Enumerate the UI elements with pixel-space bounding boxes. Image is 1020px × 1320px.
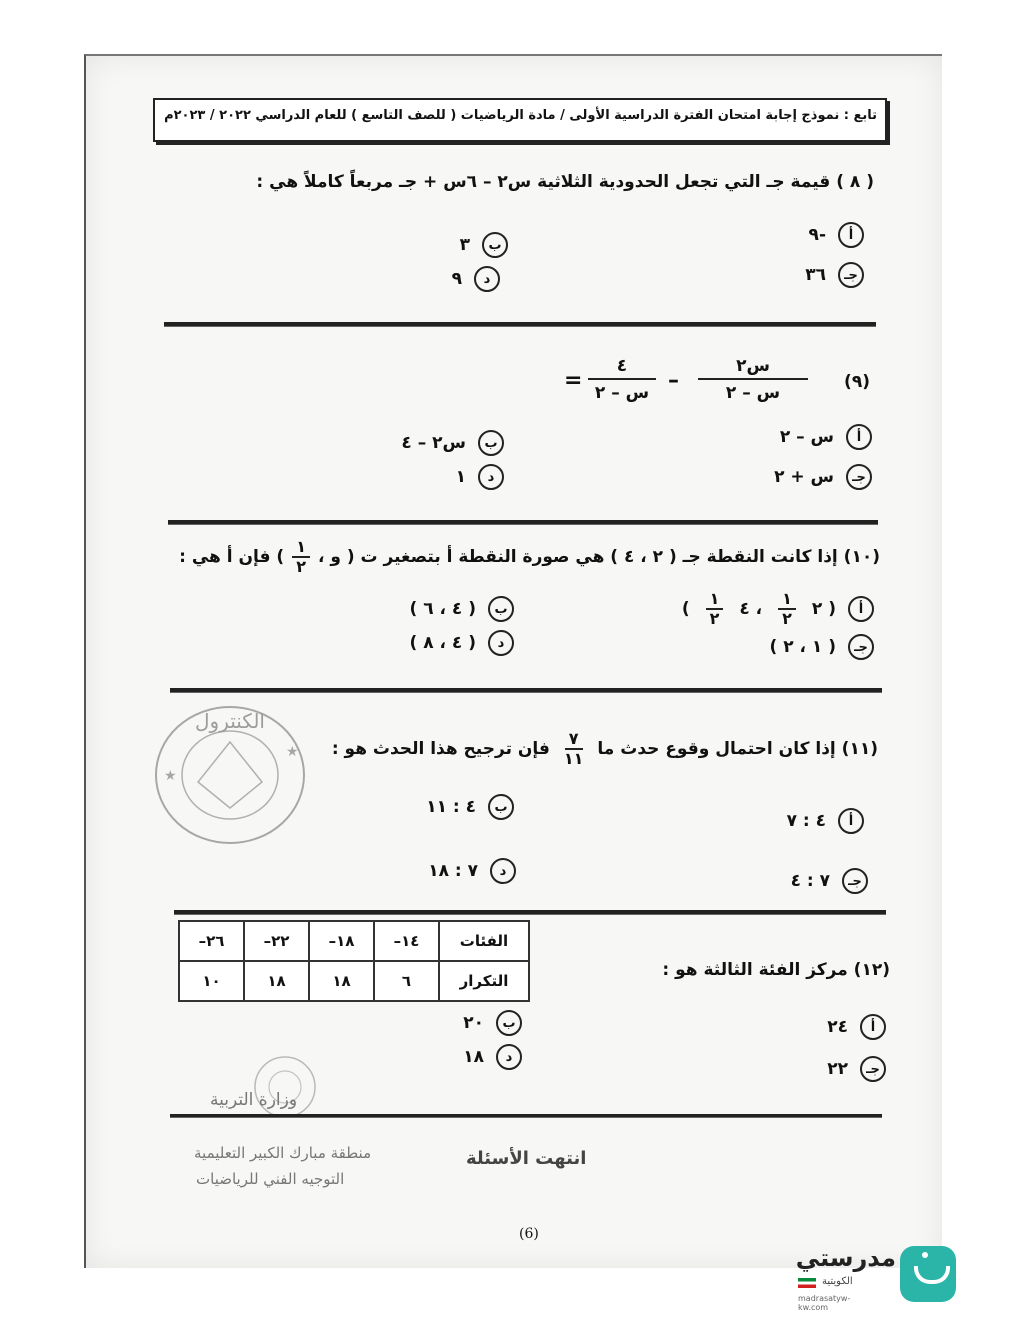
table-cell: ١٠ bbox=[179, 961, 244, 1001]
q10-text-b: ) فإن أ هي : bbox=[179, 547, 285, 568]
q11-text-a: (١١) إذا كان احتمال وقوع حدث ما bbox=[597, 739, 878, 760]
q9-option-d-letter: د bbox=[478, 464, 504, 490]
q10-option-c bbox=[770, 634, 874, 660]
q11-text-b: فإن ترجيح هذا الحدث هو : bbox=[331, 739, 550, 760]
q8-option-d-value: ٩ bbox=[451, 269, 462, 289]
question-11-text bbox=[332, 730, 878, 769]
table-row bbox=[179, 921, 529, 961]
table-cell: ٢٢– bbox=[244, 921, 309, 961]
q8-option-a-letter: أ bbox=[838, 222, 864, 248]
brand-name: مدرستي bbox=[795, 1244, 896, 1272]
q10-option-d-letter: د bbox=[488, 630, 514, 656]
q11-option-a bbox=[787, 808, 864, 834]
q9-option-a-value: س – ٢ bbox=[779, 427, 834, 447]
q9-equals-sign: = bbox=[564, 368, 583, 393]
footer-guidance: التوجيه الفني للرياضيات bbox=[196, 1170, 345, 1188]
table-row bbox=[179, 961, 529, 1001]
table-cell: ١٤– bbox=[374, 921, 439, 961]
q11-option-b-value: ٤ : ١١ bbox=[426, 797, 476, 817]
q12-option-b-letter: ب bbox=[496, 1010, 522, 1036]
kuwait-flag-icon bbox=[798, 1278, 816, 1288]
footer-end-logo: انتهت الأسئلة bbox=[466, 1148, 587, 1169]
brand-subtitle: الكويتية bbox=[822, 1276, 853, 1287]
q10-option-a-frac2 bbox=[706, 590, 724, 629]
q12-option-d-letter: د bbox=[496, 1044, 522, 1070]
q9-frac1-denominator: س – ٢ bbox=[725, 383, 781, 403]
q11-option-d bbox=[428, 858, 516, 884]
q12-option-c-value: ٢٢ bbox=[827, 1059, 848, 1079]
q10-option-a-frac2-den: ٢ bbox=[709, 609, 720, 629]
q11-frac-denominator: ١١ bbox=[563, 749, 584, 769]
q9-option-a-letter: أ bbox=[846, 424, 872, 450]
q9-frac1-numerator: س٢ bbox=[736, 356, 770, 376]
q11-option-c bbox=[791, 868, 868, 894]
question-9-label: (٩) bbox=[844, 372, 870, 392]
table-cell: ١٨– bbox=[309, 921, 374, 961]
table-header-classes: الفئات bbox=[439, 921, 529, 961]
q10-frac-denominator: ٢ bbox=[296, 557, 306, 577]
q9-fraction-1 bbox=[698, 356, 808, 403]
q12-option-c bbox=[827, 1056, 886, 1082]
table-cell: ١٨ bbox=[244, 961, 309, 1001]
control-stamp bbox=[150, 700, 310, 850]
q9-option-c-letter: جـ bbox=[846, 464, 872, 490]
q11-fraction bbox=[564, 730, 584, 769]
q12-option-a bbox=[827, 1014, 886, 1040]
table-header-frequency: التكرار bbox=[439, 961, 529, 1001]
q8-option-b bbox=[460, 232, 508, 258]
q9-option-b bbox=[401, 430, 504, 456]
brand-url[interactable]: madrasatyw-kw.com bbox=[798, 1294, 851, 1312]
footer-ministry: وزارة التربية bbox=[210, 1090, 298, 1110]
q10-option-a-mid: ، ٤ bbox=[739, 599, 763, 620]
q8-option-c-letter: جـ bbox=[838, 262, 864, 288]
divider-3 bbox=[170, 688, 882, 693]
q9-option-d-value: ١ bbox=[455, 467, 466, 487]
q10-fraction bbox=[292, 538, 310, 577]
q10-option-a-pre: ( ٢ bbox=[811, 599, 836, 620]
q9-option-c bbox=[774, 464, 872, 490]
q11-option-a-letter: أ bbox=[838, 808, 864, 834]
q10-option-c-letter: جـ bbox=[848, 634, 874, 660]
q10-option-a-frac2-num: ١ bbox=[706, 590, 724, 610]
q8-option-a bbox=[809, 222, 864, 248]
q12-option-d bbox=[463, 1044, 522, 1070]
q8-option-d bbox=[452, 266, 500, 292]
q9-option-b-letter: ب bbox=[478, 430, 504, 456]
q10-option-d bbox=[410, 630, 514, 656]
q11-option-d-letter: د bbox=[490, 858, 516, 884]
table-cell: ٢٦– bbox=[179, 921, 244, 961]
q8-option-b-value: ٣ bbox=[459, 235, 470, 255]
q10-option-d-value: ( ٤ ، ٨ ) bbox=[409, 633, 476, 653]
question-10-text bbox=[179, 538, 880, 577]
q11-option-d-value: ٧ : ١٨ bbox=[428, 861, 478, 881]
footer-region: منطقة مبارك الكبير التعليمية bbox=[194, 1144, 372, 1162]
header-box bbox=[153, 98, 887, 142]
q9-option-d bbox=[456, 464, 504, 490]
q8-option-a-value: -٩ bbox=[808, 225, 826, 245]
brand-logo-icon bbox=[900, 1246, 956, 1302]
q11-frac-numerator: ٧ bbox=[565, 730, 583, 750]
q10-option-a-frac1 bbox=[778, 590, 796, 629]
table-cell: ٦ bbox=[374, 961, 439, 1001]
q10-frac-numerator: ١ bbox=[292, 538, 310, 558]
stamp-star-right-icon: ★ bbox=[286, 744, 299, 760]
q10-option-b bbox=[410, 596, 514, 622]
q10-option-a-frac1-num: ١ bbox=[778, 590, 796, 610]
control-stamp-text: الكنترول bbox=[195, 709, 265, 733]
q10-option-a-frac1-den: ٢ bbox=[782, 609, 792, 629]
table-cell: ١٨ bbox=[309, 961, 374, 1001]
frequency-table bbox=[178, 920, 530, 1002]
q11-option-b bbox=[426, 794, 514, 820]
ministry-emblem-icon bbox=[250, 1052, 320, 1122]
q10-text-a: (١٠) إذا كانت النقطة جـ ( ٢ ، ٤ ) هي صورة النقطة أ بتصغير ت ( و ، bbox=[317, 547, 880, 568]
question-12-text: (١٢) مركز الفئة الثالثة هو : bbox=[662, 960, 890, 980]
divider-2 bbox=[168, 520, 878, 525]
q11-option-b-letter: ب bbox=[488, 794, 514, 820]
stamp-star-left-icon: ★ bbox=[164, 768, 177, 784]
q12-option-b-value: ٢٠ bbox=[463, 1013, 484, 1033]
divider-4 bbox=[174, 910, 886, 915]
divider-1 bbox=[164, 322, 876, 327]
q8-option-d-letter: د bbox=[474, 266, 500, 292]
header-title: تابع : نموذج إجابة امتحان الفترة الدراسية الأولى / مادة الرياضيات ( للصف التاسع ) للعام الدراسي ٢٠٢٢ / ٢٠٢٣م bbox=[164, 108, 877, 123]
q12-option-a-value: ٢٤ bbox=[827, 1017, 848, 1037]
q9-frac2-denominator: س – ٢ bbox=[594, 383, 650, 403]
q9-option-a bbox=[780, 424, 872, 450]
q11-option-c-letter: جـ bbox=[842, 868, 868, 894]
q12-option-b bbox=[463, 1010, 522, 1036]
q9-fraction-2 bbox=[588, 356, 656, 403]
q9-minus-sign: – bbox=[668, 368, 679, 393]
q9-option-c-value: س + ٢ bbox=[774, 467, 834, 487]
page-number: (6) bbox=[519, 1226, 539, 1242]
q10-option-a-post: ) bbox=[681, 599, 690, 620]
q11-option-a-value: ٤ : ٧ bbox=[786, 811, 826, 831]
q12-option-c-letter: جـ bbox=[860, 1056, 886, 1082]
q10-option-c-value: ( ١ ، ٢ ) bbox=[769, 637, 836, 657]
q10-option-a bbox=[682, 590, 874, 629]
q8-option-b-letter: ب bbox=[482, 232, 508, 258]
q11-option-c-value: ٧ : ٤ bbox=[790, 871, 830, 891]
q10-option-a-letter: أ bbox=[848, 596, 874, 622]
q8-option-c bbox=[805, 262, 864, 288]
q10-option-b-letter: ب bbox=[488, 596, 514, 622]
q9-option-b-value: س٢ – ٤ bbox=[401, 433, 466, 453]
q9-frac2-numerator: ٤ bbox=[616, 356, 628, 376]
q10-option-b-value: ( ٤ ، ٦ ) bbox=[409, 599, 476, 619]
q12-option-a-letter: أ bbox=[860, 1014, 886, 1040]
divider-5 bbox=[170, 1114, 882, 1118]
question-8-text: ( ٨ ) قيمة جـ التي تجعل الحدودية الثلاثية س٢ – ٦س + جـ مربعاً كاملاً هي : bbox=[256, 172, 874, 192]
q8-option-c-value: ٣٦ bbox=[805, 265, 826, 285]
q12-option-d-value: ١٨ bbox=[463, 1047, 484, 1067]
